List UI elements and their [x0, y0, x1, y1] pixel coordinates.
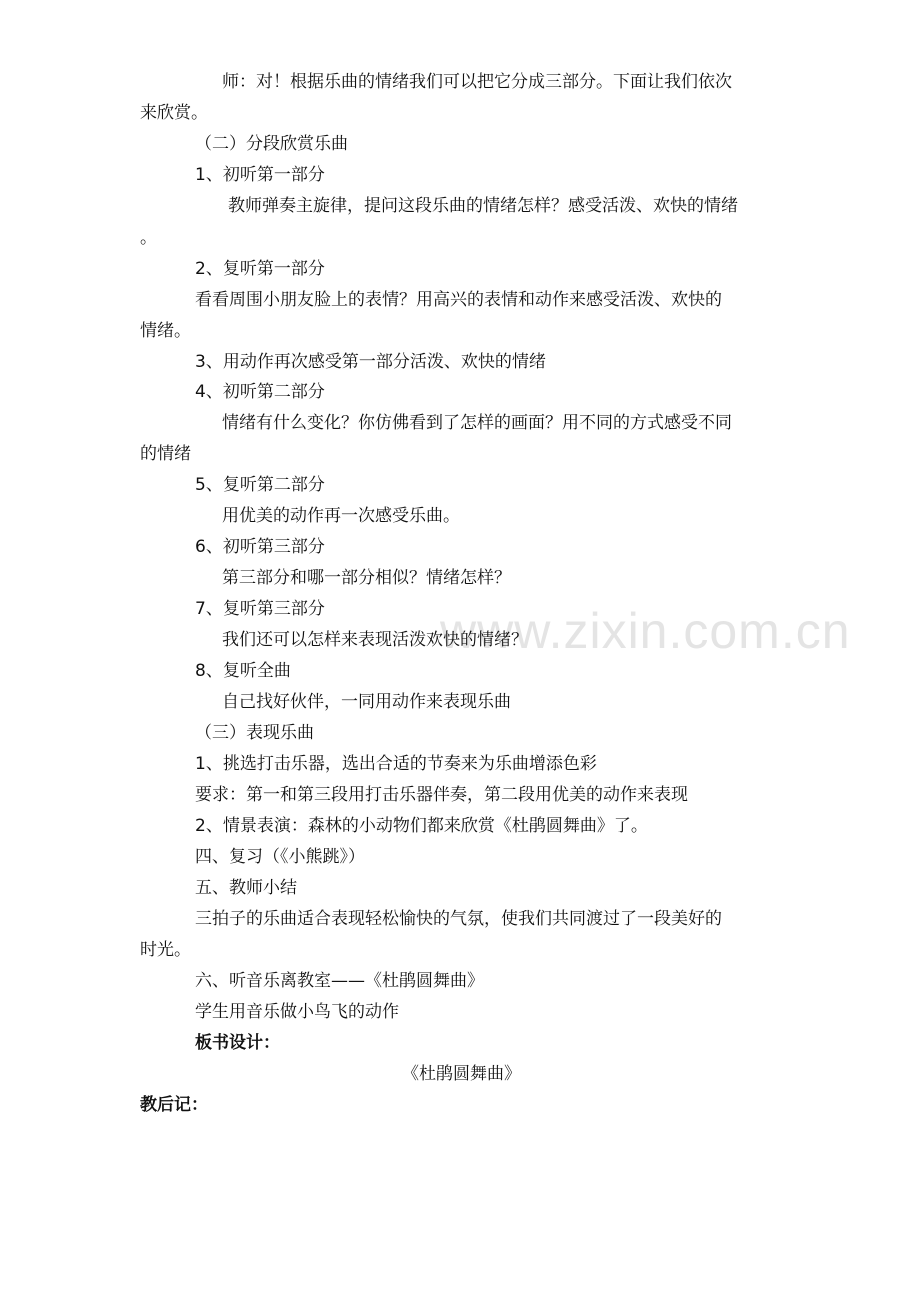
list-item: 2、复听第一部分 [195, 259, 325, 279]
text-line: 情绪。 [140, 321, 191, 341]
board-title: 《杜鹃圆舞曲》 [402, 1064, 521, 1084]
list-item: 8、复听全曲 [195, 661, 291, 681]
list-item: 6、初听第三部分 [195, 537, 325, 557]
text-line: 用优美的动作再一次感受乐曲。 [222, 506, 460, 526]
text-line: 三拍子的乐曲适合表现轻松愉快的气氛，使我们共同渡过了一段美好的 [195, 909, 722, 929]
text-line: 师：对！根据乐曲的情绪我们可以把它分成三部分。下面让我们依次 [222, 72, 732, 92]
text-line: 看看周围小朋友脸上的表情？用高兴的表情和动作来感受活泼、欢快的 [195, 290, 722, 310]
list-item: 1、初听第一部分 [195, 165, 325, 185]
list-item: 7、复听第三部分 [195, 599, 325, 619]
list-item: 4、初听第二部分 [195, 382, 325, 402]
text-line: 时光。 [140, 940, 191, 960]
text-line: 要求：第一和第三段用打击乐器伴奏，第二段用优美的动作来表现 [195, 785, 688, 805]
list-item: 5、复听第二部分 [195, 475, 325, 495]
reflection-label: 教后记： [140, 1095, 208, 1115]
board-design-label: 板书设计： [195, 1033, 280, 1053]
text-line: 第三部分和哪一部分相似？情绪怎样？ [222, 568, 511, 588]
text-line: 自己找好伙伴，一同用动作来表现乐曲 [222, 692, 511, 712]
watermark: www.zixin.com.cn [440, 603, 851, 659]
section-heading: 五、教师小结 [195, 878, 297, 898]
section-heading: （二）分段欣赏乐曲 [195, 134, 348, 154]
list-item: 1、挑选打击乐器，选出合适的节奏来为乐曲增添色彩 [195, 754, 597, 774]
text-line: 情绪有什么变化？你仿佛看到了怎样的画面？用不同的方式感受不同 [222, 413, 732, 433]
text-line: 的情绪 [140, 444, 191, 464]
text-line: 来欣赏。 [140, 103, 208, 123]
text-line: 学生用音乐做小鸟飞的动作 [195, 1002, 399, 1022]
section-heading: 六、听音乐离教室——《杜鹃圆舞曲》 [195, 971, 484, 991]
text-line: 。 [140, 228, 157, 248]
section-heading: （三）表现乐曲 [195, 723, 314, 743]
text-line: 我们还可以怎样来表现活泼欢快的情绪？ [222, 630, 528, 650]
text-line: 教师弹奏主旋律，提问这段乐曲的情绪怎样？感受活泼、欢快的情绪 [228, 196, 738, 216]
list-item: 3、用动作再次感受第一部分活泼、欢快的情绪 [195, 352, 546, 372]
section-heading: 四、复习（《小熊跳》） [195, 847, 365, 867]
list-item: 2、情景表演：森林的小动物们都来欣赏《杜鹃圆舞曲》了。 [195, 816, 648, 836]
